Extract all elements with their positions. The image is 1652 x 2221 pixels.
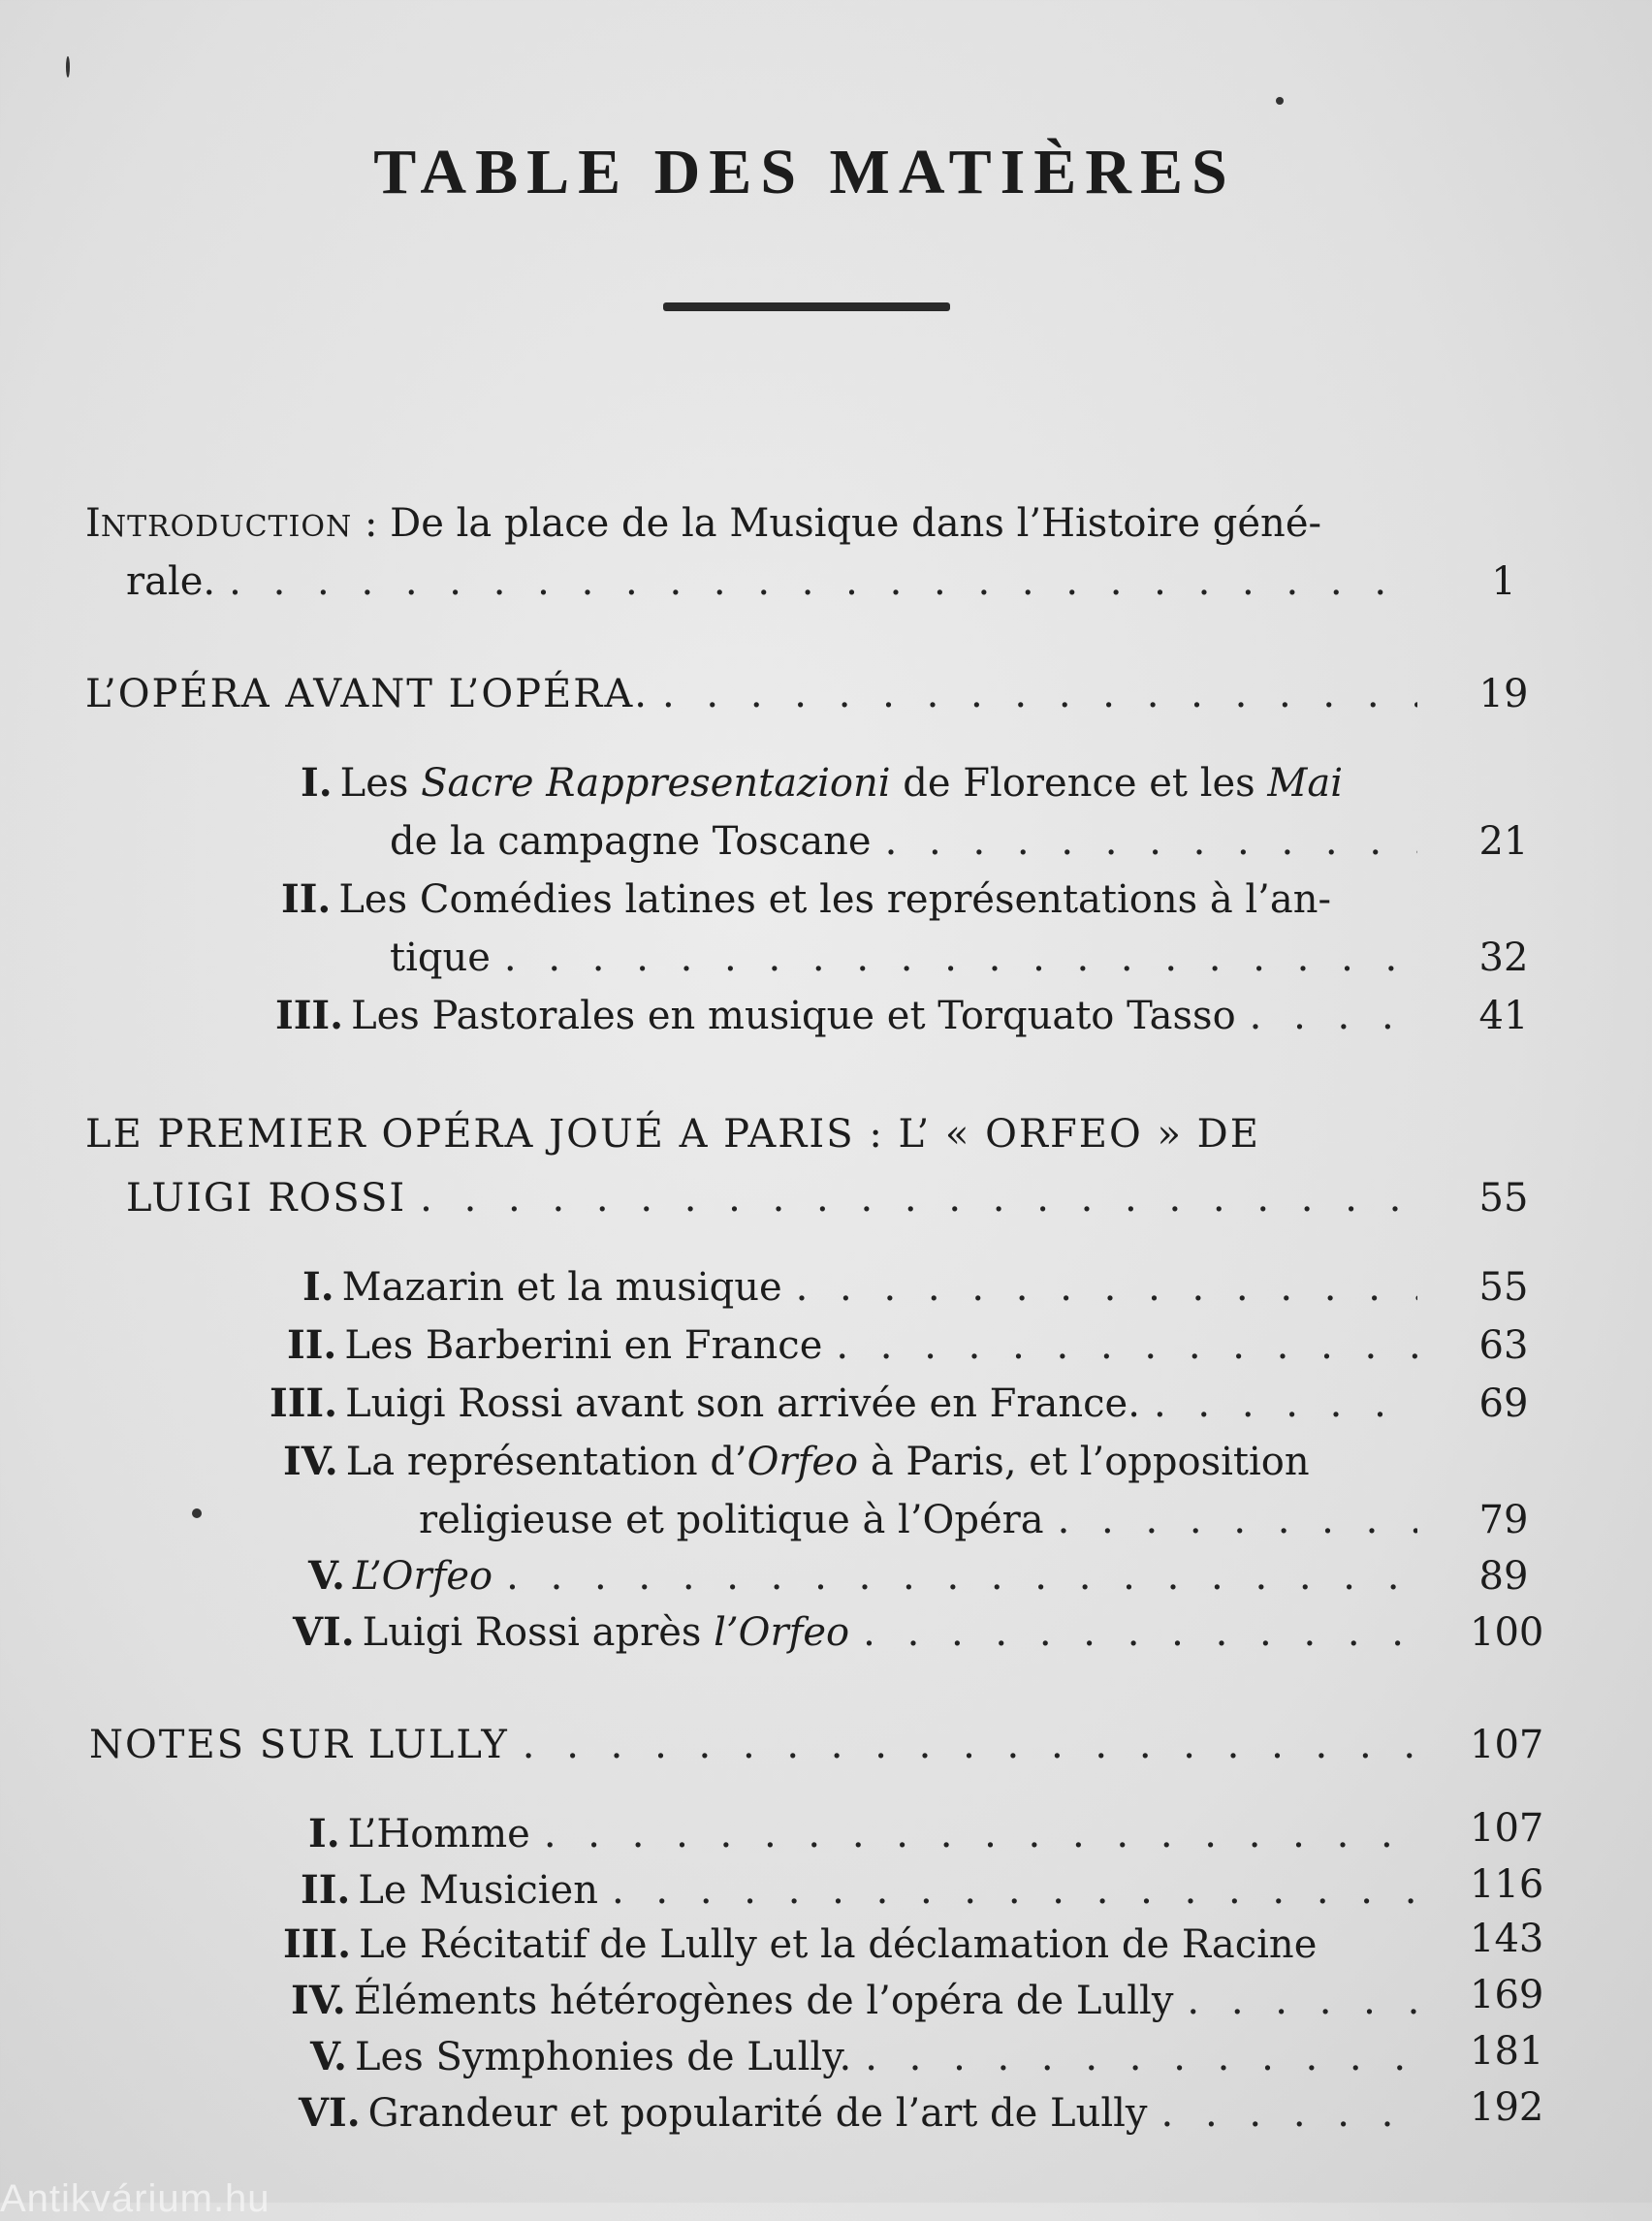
- section-1-item-1-page: 21: [1478, 819, 1529, 864]
- item-text: Le Musicien: [358, 1868, 598, 1913]
- leader-dots: [662, 665, 1417, 723]
- item-number: VI.: [299, 2090, 361, 2136]
- section-2-item-4-line-1: [283, 1433, 1431, 1491]
- leader-dots: [504, 929, 1417, 987]
- item-number: III.: [283, 1921, 352, 1967]
- section-2-heading-line-2: [126, 1169, 1431, 1227]
- item-text: Grandeur et popularité de l’art de Lully: [367, 2091, 1148, 2136]
- item-number: II.: [301, 1867, 351, 1913]
- item-text: La représentation d’: [345, 1440, 747, 1484]
- section-3-page-number: 107: [1470, 1723, 1544, 1767]
- section-2-item-2-page: 63: [1478, 1323, 1529, 1368]
- paper-speck: [66, 56, 70, 78]
- section-3-item-3-page: 143: [1470, 1917, 1544, 1961]
- paper-speck: [192, 1508, 202, 1518]
- item-text: Éléments hétérogènes de l’opéra de Lully: [353, 1979, 1174, 2023]
- section-1-item-3: [275, 987, 1431, 1045]
- item-text: de la campagne Toscane: [390, 819, 872, 864]
- intro-line-1: [85, 494, 1431, 553]
- item-text: Les Symphonies de Lully.: [354, 2035, 852, 2079]
- intro-title-line-1: : De la place de la Musique dans l’Histoire géné-: [364, 501, 1321, 546]
- watermark: Antikvárium.hu: [0, 2177, 270, 2220]
- item-number: I.: [302, 1264, 334, 1310]
- leader-dots: [1154, 1375, 1417, 1433]
- section-3-item-6: [299, 2084, 1431, 2142]
- item-text-italic: Sacre Rappresentazioni: [421, 761, 891, 806]
- section-3-item-3: [283, 1916, 1431, 1974]
- intro-title-line-2: rale.: [126, 559, 216, 604]
- section-3-item-5: [310, 2028, 1431, 2086]
- section-3-item-1-page: 107: [1470, 1806, 1544, 1851]
- section-3-item-4: [291, 1972, 1431, 2030]
- section-2-heading-line-1: [85, 1105, 1431, 1163]
- title-rule: [663, 302, 950, 311]
- item-text: L’Homme: [347, 1812, 530, 1856]
- item-number: II.: [281, 876, 332, 922]
- item-text-italic: l’Orfeo: [714, 1610, 850, 1655]
- section-3-item-2: [301, 1861, 1431, 1920]
- section-1-title: L’OPÉRA AVANT L’OPÉRA.: [85, 672, 649, 716]
- section-2-page-number: 55: [1478, 1176, 1529, 1221]
- item-text: à Paris, et l’opposition: [870, 1440, 1310, 1484]
- section-2-item-5: [308, 1547, 1431, 1605]
- item-text: Les Comédies latines et les représentations à l’an-: [338, 877, 1332, 922]
- section-2-item-4-page: 79: [1478, 1498, 1529, 1542]
- item-number: IV.: [291, 1978, 346, 2023]
- leader-dots: [796, 1258, 1417, 1317]
- section-2-item-1-page: 55: [1478, 1265, 1529, 1310]
- section-1-heading: [85, 665, 1431, 723]
- leader-dots: [885, 812, 1417, 871]
- item-text: Les: [339, 761, 409, 806]
- leader-dots: [544, 1805, 1417, 1863]
- section-3-item-6-page: 192: [1470, 2085, 1544, 2130]
- section-3-heading: [89, 1716, 1431, 1774]
- item-text: religieuse et politique à l’Opéra: [419, 1498, 1044, 1542]
- section-2-item-4-line-2: [419, 1491, 1431, 1549]
- section-1-item-1-line-2: [390, 812, 1431, 871]
- leader-dots: [612, 1861, 1417, 1920]
- leader-dots: [1161, 2084, 1417, 2142]
- section-2-item-2: [287, 1317, 1431, 1375]
- item-text: Luigi Rossi avant son arrivée en France.: [345, 1381, 1140, 1426]
- section-2-item-6: [293, 1603, 1431, 1662]
- item-text-italic: Mai: [1267, 761, 1344, 806]
- item-text: Luigi Rossi après: [362, 1610, 702, 1655]
- section-3-item-2-page: 116: [1470, 1862, 1544, 1907]
- leader-dots: [865, 2028, 1417, 2086]
- item-text: Mazarin et la musique: [341, 1265, 782, 1310]
- section-2-title-line-1: LE PREMIER OPÉRA JOUÉ A PARIS : L’ « ORFEO » DE: [85, 1112, 1260, 1157]
- item-number: II.: [287, 1322, 337, 1368]
- section-1-item-1-line-1: [301, 754, 1431, 812]
- leader-dots: [420, 1169, 1417, 1227]
- section-3-item-4-page: 169: [1470, 1973, 1544, 2017]
- leader-dots: [863, 1603, 1417, 1662]
- item-text: Les Barberini en France: [344, 1323, 823, 1368]
- item-number: I.: [301, 760, 333, 806]
- section-1-item-2-line-2: [390, 929, 1431, 987]
- item-text-italic: Orfeo: [747, 1440, 859, 1484]
- item-text: de Florence et les: [903, 761, 1255, 806]
- item-number: V.: [310, 2034, 347, 2079]
- section-2-title-line-2: LUIGI ROSSI: [126, 1176, 407, 1221]
- paper-speck: [1276, 97, 1284, 105]
- section-3-title: NOTES SUR LULLY: [89, 1723, 509, 1767]
- section-2-item-3-page: 69: [1478, 1381, 1529, 1426]
- section-3-item-1: [308, 1805, 1431, 1863]
- section-3-item-5-page: 181: [1470, 2029, 1544, 2074]
- leader-dots: [506, 1547, 1417, 1605]
- item-text: tique: [390, 936, 491, 980]
- leader-dots: [1058, 1491, 1417, 1549]
- intro-line-2: [126, 553, 1431, 611]
- section-2-item-3: [270, 1375, 1431, 1433]
- item-number: IV.: [283, 1439, 338, 1484]
- leader-dots: [523, 1716, 1417, 1774]
- section-1-page-number: 19: [1478, 672, 1529, 716]
- item-number: III.: [275, 993, 344, 1038]
- section-1-item-2-page: 32: [1478, 936, 1529, 980]
- section-1-item-2-line-1: [281, 871, 1431, 929]
- item-text: Le Récitatif de Lully et la déclamation de Racine: [359, 1922, 1318, 1967]
- intro-page-number: 1: [1491, 559, 1516, 604]
- intro-label-rest: NTRODUCTION: [100, 510, 353, 544]
- item-number: III.: [270, 1380, 338, 1426]
- section-2-item-5-page: 89: [1478, 1554, 1529, 1599]
- item-text: Les Pastorales en musique et Torquato Tasso: [351, 994, 1236, 1038]
- section-2-item-6-page: 100: [1470, 1610, 1544, 1655]
- section-2-item-1: [302, 1258, 1431, 1317]
- item-number: I.: [308, 1811, 340, 1856]
- section-1-item-3-page: 41: [1478, 994, 1529, 1038]
- leader-dots: [1250, 987, 1417, 1045]
- intro-label-initial: I: [85, 501, 101, 546]
- item-number: VI.: [293, 1609, 355, 1655]
- page-title: TABLE DES MATIÈRES: [373, 137, 1236, 207]
- item-text-italic: L’Orfeo: [352, 1554, 493, 1599]
- leader-dots: [836, 1317, 1417, 1375]
- leader-dots: [229, 553, 1417, 611]
- leader-dots: [1187, 1972, 1417, 2030]
- item-number: V.: [308, 1553, 345, 1599]
